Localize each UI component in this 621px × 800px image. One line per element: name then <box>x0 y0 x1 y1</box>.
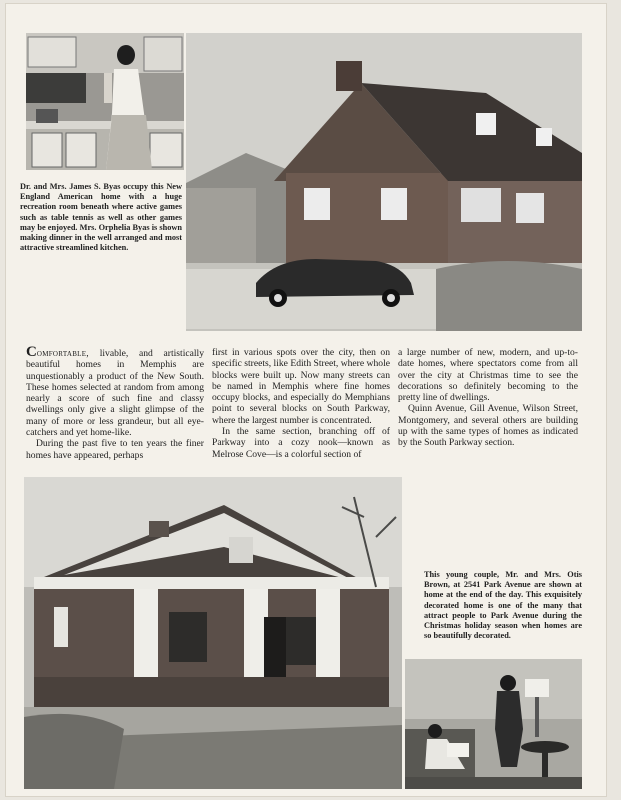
caption-brown-home: This young couple, Mr. and Mrs. Otis Brown, at 2541 Park Avenue are shown at home at the end of the day. This exquisitely decorated home is one of the many that attract people to Park Avenue during the Christmas holiday season when homes are so beautifully decorated. <box>424 570 582 641</box>
article-paragraph: Quinn Avenue, Gill Avenue, Wilson Street, Montgomery, and several others are building up with the same types of homes as indicated by the South Parkway section. <box>398 403 578 449</box>
article-paragraph: During the past five to ten years the finer homes have appeared, perhaps <box>26 438 204 461</box>
article-paragraph: a large number of new, modern, and up-to-date homes, where spectators come from all over the city at Christmas time to see the decorations so definitely becoming to the pretty line of dwellings. <box>398 347 578 404</box>
bungalow-house-photo <box>24 477 402 789</box>
magazine-page <box>6 4 606 796</box>
article-column-3 <box>398 347 578 449</box>
article-paragraph: first in various spots over the city, then on specific streets, like Edith Street, where whole blocks were built up. Now many streets can be named in Memphis where fine homes occupy blocks, and especially do Memphians point to several blocks on South Parkway, where the largest number is concentrated. <box>212 347 390 426</box>
kitchen-photo <box>26 33 184 170</box>
drop-cap: C <box>26 344 37 360</box>
article-paragraph <box>26 344 204 439</box>
small-caps-lead: omfortable, <box>36 348 90 359</box>
article-column-2 <box>212 347 390 460</box>
caption-byas-home: Dr. and Mrs. James S. Byas occupy this New England American home with a huge recreation room beneath where active games such as table tennis as well as other games may be enjoyed. Mrs. Orphelia Byas is shown making dinner in the well arranged and most attractive streamlined kitchen. <box>20 182 182 253</box>
new-england-house-photo <box>186 33 582 331</box>
article-paragraph: In the same section, branching off of Parkway into a cozy nook—known as Melrose Cove—is a colorful section of <box>212 426 390 460</box>
article-column-1 <box>26 344 204 461</box>
couple-living-room-photo <box>405 659 582 789</box>
article-text: livable, and artistically beautiful homes in Memphis are unquestionably a product of the New South. These homes selected at random from among nearly a score of such fine and classy dwellings only give a slight glimpse of the many of more or less grandeur, but all eye-catchers and yet home-like. <box>26 348 204 439</box>
